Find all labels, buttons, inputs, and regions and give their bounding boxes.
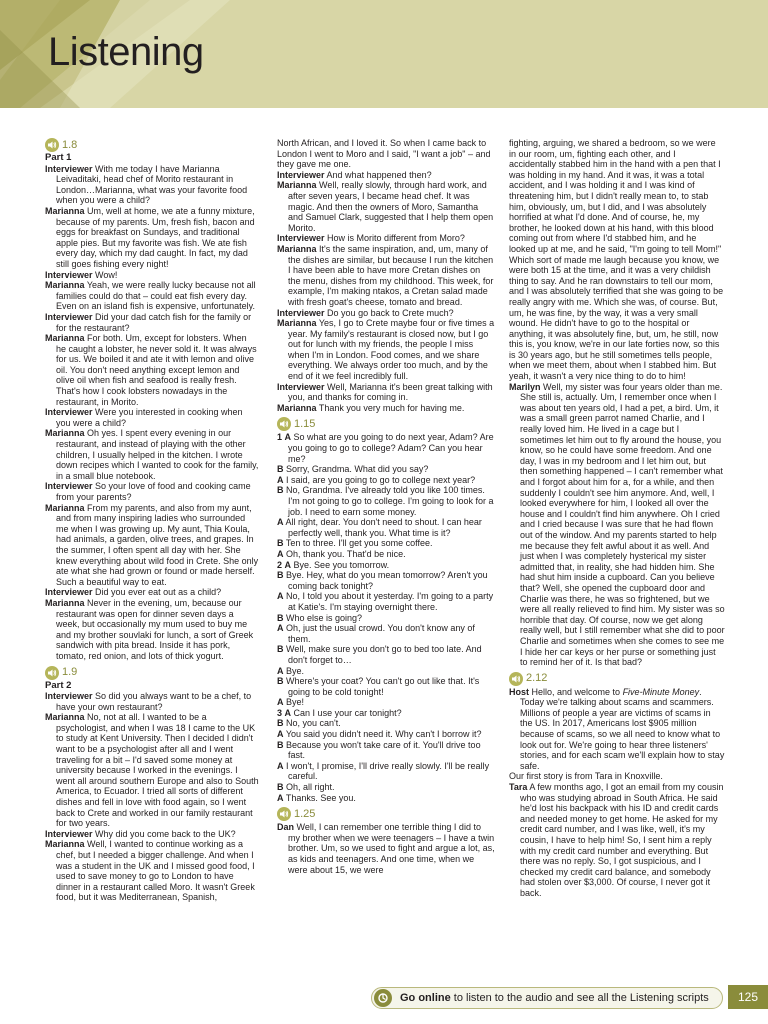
utterance-text: Did your dad catch fish for the family or for the restaurant? [56, 311, 252, 333]
speaker-name: Interviewer [45, 587, 93, 598]
utterance-text: Where's your coat? You can't go out like that. It's going to be cold tonight! [286, 676, 480, 697]
column-3 [509, 138, 725, 899]
audio-track-label[interactable] [45, 138, 259, 152]
audio-speaker-icon[interactable] [509, 672, 523, 686]
speaker-name: Marianna [45, 839, 85, 850]
track-number: 2.12 [526, 672, 548, 685]
page-title: Listening [48, 30, 204, 74]
utterance-text: So what are you going to do next year, Adam? Are you going to go to college? Adam? Can you hear me? [288, 432, 494, 464]
dialogue-turn [45, 280, 259, 312]
audio-speaker-icon[interactable] [277, 417, 291, 431]
dialogue-turn [45, 428, 259, 481]
utterance-text: Were you interested in cooking when you were a child? [56, 407, 243, 428]
utterance-text: Oh, just the usual crowd. You don't know any of them. [286, 623, 475, 644]
speaker-name: A [277, 548, 284, 559]
speaker-name: A [277, 665, 284, 676]
dialogue-turn [45, 164, 259, 206]
audio-track-label[interactable] [509, 672, 725, 686]
speaker-name: Interviewer [45, 407, 93, 418]
speaker-name: Interviewer [45, 691, 93, 702]
utterance-text: Oh, all right. [286, 782, 335, 793]
utterance-text: With me today I have Marianna Leivaditaki, head chef of Morito restaurant in London…Marianna, what was your favorite food when you were a child? [56, 163, 248, 206]
utterance-text: Ten to three. I'll get you some coffee. [285, 538, 433, 549]
dialogue-turn [277, 740, 495, 761]
dialogue-turn [277, 708, 495, 719]
dialogue-turn [277, 644, 495, 665]
dialogue-turn [277, 318, 495, 382]
dialogue-turn [277, 591, 495, 612]
speaker-name: B [277, 538, 284, 549]
speaker-name: A [277, 517, 284, 528]
go-online-text[interactable] [400, 992, 709, 1004]
utterance-text: Thank you very much for having me. [318, 402, 465, 413]
speaker-name: Marianna [45, 333, 85, 344]
utterance-text: Well, my sister was four years older than me. She still is, actually. Um, I remember once when I was about ten years old, I had a pet, a bird. Um, it was a small green parrot named Charlie, and I really loved him. He lived in a cage but I sometimes let him out to fly around the house, you know, so he could have some freedom. And one day, I was in my bedroom and I let him out, but then something happened – I can't remember what and I forgot about him for a, for a while, and then suddenly I couldn't see him anymore. And, well, I looked everywhere for him, I looked all over the house and I couldn't find him anywhere. Oh I cried and I cried because I was sure that he had flown out of the window. And my parents started to help me because they felt awful about it as well. And just when I was completely hysterical my sister admitted that, in reality, she had hidden him. She had shut him inside a cupboard. Can you believe that? Well, she opened the cupboard door and Charlie was there, he was so frightened, but we were all really relieved to find him. My sister was so horrible that day. Of course, now we get along really well, but I still remember what she did to poor Charlie and sometimes when she comes to see me I hide her car keys or her purse or something just to remind her of it. Is that bad? [520, 381, 725, 668]
audio-track-label[interactable] [277, 807, 495, 821]
dialogue-turn [277, 464, 495, 475]
track-number: 1.8 [62, 138, 78, 151]
dialogue-turn [45, 712, 259, 829]
dialogue-turn [277, 180, 495, 233]
dialogue-turn [45, 481, 259, 502]
dialogue-turn [45, 839, 259, 903]
speaker-name: Marianna [277, 402, 317, 413]
dialogue-turn [277, 666, 495, 677]
audio-speaker-icon[interactable] [45, 138, 59, 152]
utterance-text-extra: Our first story is from Tara in Knoxville. [509, 771, 663, 782]
utterance-text: Five-Minute Money [622, 686, 700, 697]
speaker-name: A [284, 559, 292, 570]
dialogue-turn [277, 538, 495, 549]
speaker-name: Interviewer [45, 163, 93, 174]
utterance-text: For both. Um, except for lobsters. When he caught a lobster, he never sold it. It was always for us. We boiled it and ate it with lemon and olive oil. You don't need anything except lemon and olive oil when fish and seafood is really fresh. That's how I cook lobsters nowadays in the restaurant, in Morito. [56, 333, 257, 407]
speaker-name: A [277, 591, 284, 602]
speaker-name: Dan [277, 822, 295, 833]
dialogue-turn [277, 517, 495, 538]
utterance-text: How is Morito different from Moro? [327, 233, 465, 244]
utterance-text: You said you didn't need it. Why can't I borrow it? [285, 729, 482, 740]
dialogue-turn [277, 676, 495, 697]
dialogue-turn [277, 403, 495, 414]
utterance-text: . Today we're talking about scams and scammers. Millions of people a year are victims of scams in the US. In 2017, Americans lost $905 million because of scams, so we all need to know what to look out for. We're going to hear three listeners' stories, and for each scam we'll explain how to stay safe. [520, 686, 725, 771]
dialogue-turn [45, 587, 259, 598]
utterance-text: Well, make sure you don't go to bed too late. And don't forget to… [286, 644, 482, 665]
utterance-text: Oh, thank you. That'd be nice. [286, 548, 406, 559]
speaker-name: Marianna [277, 243, 317, 254]
speaker-name: A [277, 792, 284, 803]
audio-speaker-icon[interactable] [277, 807, 291, 821]
track-number: 1.15 [294, 418, 316, 431]
speaker-name: Marianna [277, 180, 317, 191]
speaker-name: Marianna [45, 502, 85, 513]
utterance-text: Never in the evening, um, because our restaurant was open for dinner seven days a week, but occasionally my mum used to buy me and my brother souvlaki for lunch, a sort of Greek sandwich with pita bread. Inside it has pork, tomato, red onion, and lots of thick yogurt. [56, 597, 254, 661]
dialogue-turn [277, 560, 495, 571]
part-heading: Part 1 [45, 152, 72, 163]
speaker-name: Interviewer [277, 169, 325, 180]
transcript-paragraph: North African, and I loved it. So when I came back to London I went to Moro and I said, "I want a job" – and they gave me one. [277, 138, 491, 170]
utterance-text: Well, I can remember one terrible thing I did to my brother when we were teenagers – I have a twin brother. Um, so we used to fight and argue a lot, as, as kids and teenagers. And one time, when we were about 15, we were [288, 822, 495, 875]
dialogue-turn [277, 570, 495, 591]
utterance-text: Did you ever eat out as a child? [95, 587, 222, 598]
utterance-text: Because you won't take care of it. You'll drive too fast. [286, 739, 481, 761]
utterance-text: And what happened then? [326, 169, 432, 180]
utterance-text: No, you can't. [286, 718, 341, 729]
dialogue-turn [45, 407, 259, 428]
speaker-name: A [277, 760, 284, 771]
dialogue-turn [277, 718, 495, 729]
track-number: 1.9 [62, 666, 78, 679]
speaker-name: Interviewer [45, 481, 93, 492]
utterance-text: Bye. See you tomorrow. [293, 559, 390, 570]
utterance-text: Yeah, we were really lucky because not all families could do that – could eat fish every day. Even on an island fish is expensive, unfortunately. [56, 280, 256, 312]
utterance-text: I said, are you going to go to college next year? [286, 474, 476, 485]
dialogue-turn [277, 782, 495, 793]
speaker-name: A [277, 623, 284, 634]
utterance-text: Hello, and welcome to [531, 686, 623, 697]
speaker-name: A [277, 729, 284, 740]
utterance-text: From my parents, and also from my aunt, and from many inspiring ladies who surrounded me when I was growing up. My aunt, Thia Koula, had animals, a garden, olive trees, and grapes. In the summer, I often spent all day with her. She knew everything about wild food in Crete. She only ate what she had grown or found or made herself. Such a beautiful way to eat. [56, 502, 259, 587]
dialogue-turn [277, 308, 495, 319]
dialogue-number: 2 [277, 559, 283, 570]
utterance-text: Yes, I go to Crete maybe four or five times a year. My family's restaurant is closed now, but I go out for lunch with my friends, the people I miss when I'm in London. Food comes, and we share everything. We always order too much, and by the end of it we feel incredibly full. [288, 318, 495, 382]
dialogue-turn [277, 432, 495, 464]
speaker-name: Marianna [277, 318, 317, 329]
speaker-name: Marianna [45, 280, 85, 291]
speaker-name: B [277, 570, 284, 581]
speaker-name: Tara [509, 782, 528, 793]
utterance-text: Thanks. See you. [285, 792, 356, 803]
header-band [0, 0, 768, 108]
utterance-text: Bye. Hey, what do you mean tomorrow? Aren't you coming back tonight? [286, 570, 488, 591]
utterance-text: No, not at all. I wanted to be a psychologist, and when I was 18 I came to the UK to study at Kent University. Then I decided I didn't want to be a psychologist after all and I went traveling for a bit – I'd saved some money at university because I worked in the evenings. I went all around southern Europe and also to South America, to Ecuador. I tried all sorts of different dishes and fell in love with food again, so I went back to Crete and worked in our family restaurant for two years. [56, 712, 259, 829]
utterance-text: Wow! [95, 269, 118, 280]
speaker-name: A [277, 474, 284, 485]
dialogue-turn [277, 793, 495, 804]
speaker-name: Interviewer [277, 233, 325, 244]
column-2 [277, 138, 495, 875]
dialogue-turn [277, 549, 495, 560]
go-online-bar[interactable] [371, 987, 723, 1009]
speaker-name: Marianna [45, 712, 85, 723]
speaker-name: B [277, 739, 284, 750]
speaker-name: B [277, 676, 284, 687]
utterance-text: Bye. [286, 665, 305, 676]
speaker-name: A [284, 707, 292, 718]
part-heading: Part 2 [45, 679, 72, 691]
dialogue-turn [277, 623, 495, 644]
go-online-description: to listen to the audio and see all the Listening scripts [450, 992, 709, 1004]
dialogue-turn [277, 761, 495, 782]
dialogue-turn [509, 782, 725, 899]
utterance-text: It's the same inspiration, and, um, many of the dishes are similar, but because I run the kitchen I have been able to have more Cretan dishes on the menu, dishes from my childhood. This week, for example, I'm making ntakos, a Cretan salad made with fresh goat's cheese, tomato and bread. [288, 243, 494, 307]
audio-speaker-icon[interactable] [45, 666, 59, 680]
dialogue-turn [45, 598, 259, 662]
speaker-name: B [277, 612, 284, 623]
dialogue-number: 1 [277, 432, 283, 443]
speaker-name: Interviewer [45, 828, 93, 839]
utterance-text: Why did you come back to the UK? [95, 828, 236, 839]
speaker-name: Marianna [45, 597, 85, 608]
audio-track-label[interactable] [45, 666, 259, 680]
dialogue-turn [45, 691, 259, 712]
dialogue-turn [277, 485, 495, 517]
speaker-name: Host [509, 686, 529, 697]
online-audio-icon [374, 989, 392, 1007]
dialogue-turn [45, 312, 259, 333]
utterance-text: Sorry, Grandma. What did you say? [286, 464, 429, 475]
track-number: 1.25 [294, 807, 316, 820]
dialogue-turn [45, 503, 259, 588]
dialogue-turn [45, 333, 259, 407]
dialogue-turn [277, 697, 495, 708]
speaker-name: A [284, 432, 292, 443]
utterance-text: Who else is going? [286, 612, 363, 623]
audio-track-label[interactable] [277, 417, 495, 431]
speaker-name: Marianna [45, 428, 85, 439]
dialogue-turn [277, 475, 495, 486]
utterance-text: So did you always want to be a chef, to have your own restaurant? [56, 691, 252, 712]
utterance-text: Do you go back to Crete much? [327, 307, 454, 318]
dialogue-turn [509, 687, 725, 782]
speaker-name: Interviewer [45, 311, 93, 322]
speaker-name: B [277, 485, 284, 496]
utterance-text: All right, dear. You don't need to shout. I can hear perfectly well, thank you. What time is it? [285, 517, 482, 538]
page-number: 125 [728, 985, 768, 1009]
transcript-paragraph: fighting, arguing, we shared a bedroom, so we were in our room, um, fighting each other, and I accidentally stabbed him in the hand with a pen that I was holding in my hand. And it was, it was a total accident, and I was holding it and I was kind of threatening him, but I didn't really mean to, to stab him, obviously, um, but I did, and I was absolutely horrified at what I'd done. And of course, he, my brother, he looked down at his hand, with this blood coming out from where I'd stabbed him, and he looked up at me, and he said, "I'm going to tell Mom!" Which sort of made me laugh because you know, we were both 15 at the time, and it was a very childish thing to say. And he ran downstairs to tell our mom, and I was absolutely terrified that she was going to be really angry with me. Which she was, of course. But, um, he was fine, by the way, it was a very small wound. He didn't have to go to the hospital or anything, it was absolutely fine, but, um, he still, now this is, you know, we're in our late forties now, so this is 30 years ago, but he still sometimes tells people, when we meet them, about when I stabbed him. But yeah, it wasn't a very nice thing to do to him! [509, 138, 724, 382]
utterance-text: No, I told you about it yesterday. I'm going to a party at Katie's. I'm staying overnight there. [286, 591, 494, 612]
column-1 [45, 138, 259, 903]
speaker-name: A [277, 697, 284, 708]
utterance-text: I won't, I promise, I'll drive really slowly. I'll be really careful. [286, 760, 490, 782]
dialogue-turn [277, 613, 495, 624]
dialogue-turn [45, 206, 259, 270]
speaker-name: B [277, 644, 284, 655]
dialogue-turn [277, 244, 495, 308]
speaker-name: Marianna [45, 205, 85, 216]
utterance-text: Oh yes. I spent every evening in our restaurant, and instead of playing with the other children, I usually helped in the kitchen. I wrote down recipes which I wanted to cook for the family, in a small blue notebook. [56, 428, 259, 481]
dialogue-turn [277, 233, 495, 244]
utterance-text: So your love of food and cooking came from your parents? [56, 481, 251, 502]
speaker-name: B [277, 782, 284, 793]
dialogue-number: 3 [277, 707, 283, 718]
dialogue-turn [277, 170, 495, 181]
speaker-name: B [277, 464, 284, 475]
dialogue-turn [277, 382, 495, 403]
dialogue-turn [277, 822, 495, 875]
speaker-name: Interviewer [45, 269, 93, 280]
go-online-label[interactable]: Go online [400, 992, 451, 1004]
utterance-text: Bye! [286, 697, 305, 708]
utterance-text: Well, I wanted to continue working as a chef, but I needed a bigger challenge. And when I was a student in the UK and I missed good food, I used to save money to go to London to have dinner in a restaurant called Moro. It wasn't Greek food, but it was Mediterranean, Spanish, [56, 839, 255, 903]
dialogue-turn [509, 382, 725, 668]
utterance-text: No, Grandma. I've already told you like 100 times. I'm not going to go to college. I'm going to look for a job. I need to earn some money. [286, 485, 494, 517]
speaker-name: Marilyn [509, 381, 541, 392]
dialogue-turn [45, 270, 259, 281]
dialogue-turn [45, 829, 259, 840]
utterance-text: Can I use your car tonight? [293, 707, 402, 718]
speaker-name: Interviewer [277, 381, 325, 392]
utterance-text: Well, Marianna it's been great talking with you, and thanks for coming in. [288, 381, 493, 403]
utterance-text: A few months ago, I got an email from my cousin who was studying abroad in South Africa. He said he'd lost his backpack with his ID and credit cards and needed money to get home. He asked for my credit card number, and I was like, well, it's my cousin, I have to help him! So, I sent him a reply with my credit card number and everything. But there was no reply. So, I got suspicious, and I checked my credit card balance, and somebody had stolen over $3,000. Of course, I never got it back. [520, 782, 724, 898]
utterance-text: Um, well at home, we ate a funny mixture, because of my parents. Um, fresh fish, bacon and eggs for breakfast on Sundays, and traditional apple pies. But my favorite was fish. We ate fish every day, which my dad caught. In fact, my dad still goes fishing every night! [56, 205, 255, 269]
speaker-name: Interviewer [277, 307, 325, 318]
dialogue-turn [277, 729, 495, 740]
speaker-name: B [277, 718, 284, 729]
utterance-text: Well, really slowly, through hard work, and after seven years, I became head chef. It was magic. And then the owners of Moro, Samantha and Samuel Clark, suggested that I help them open Morito. [288, 180, 494, 233]
